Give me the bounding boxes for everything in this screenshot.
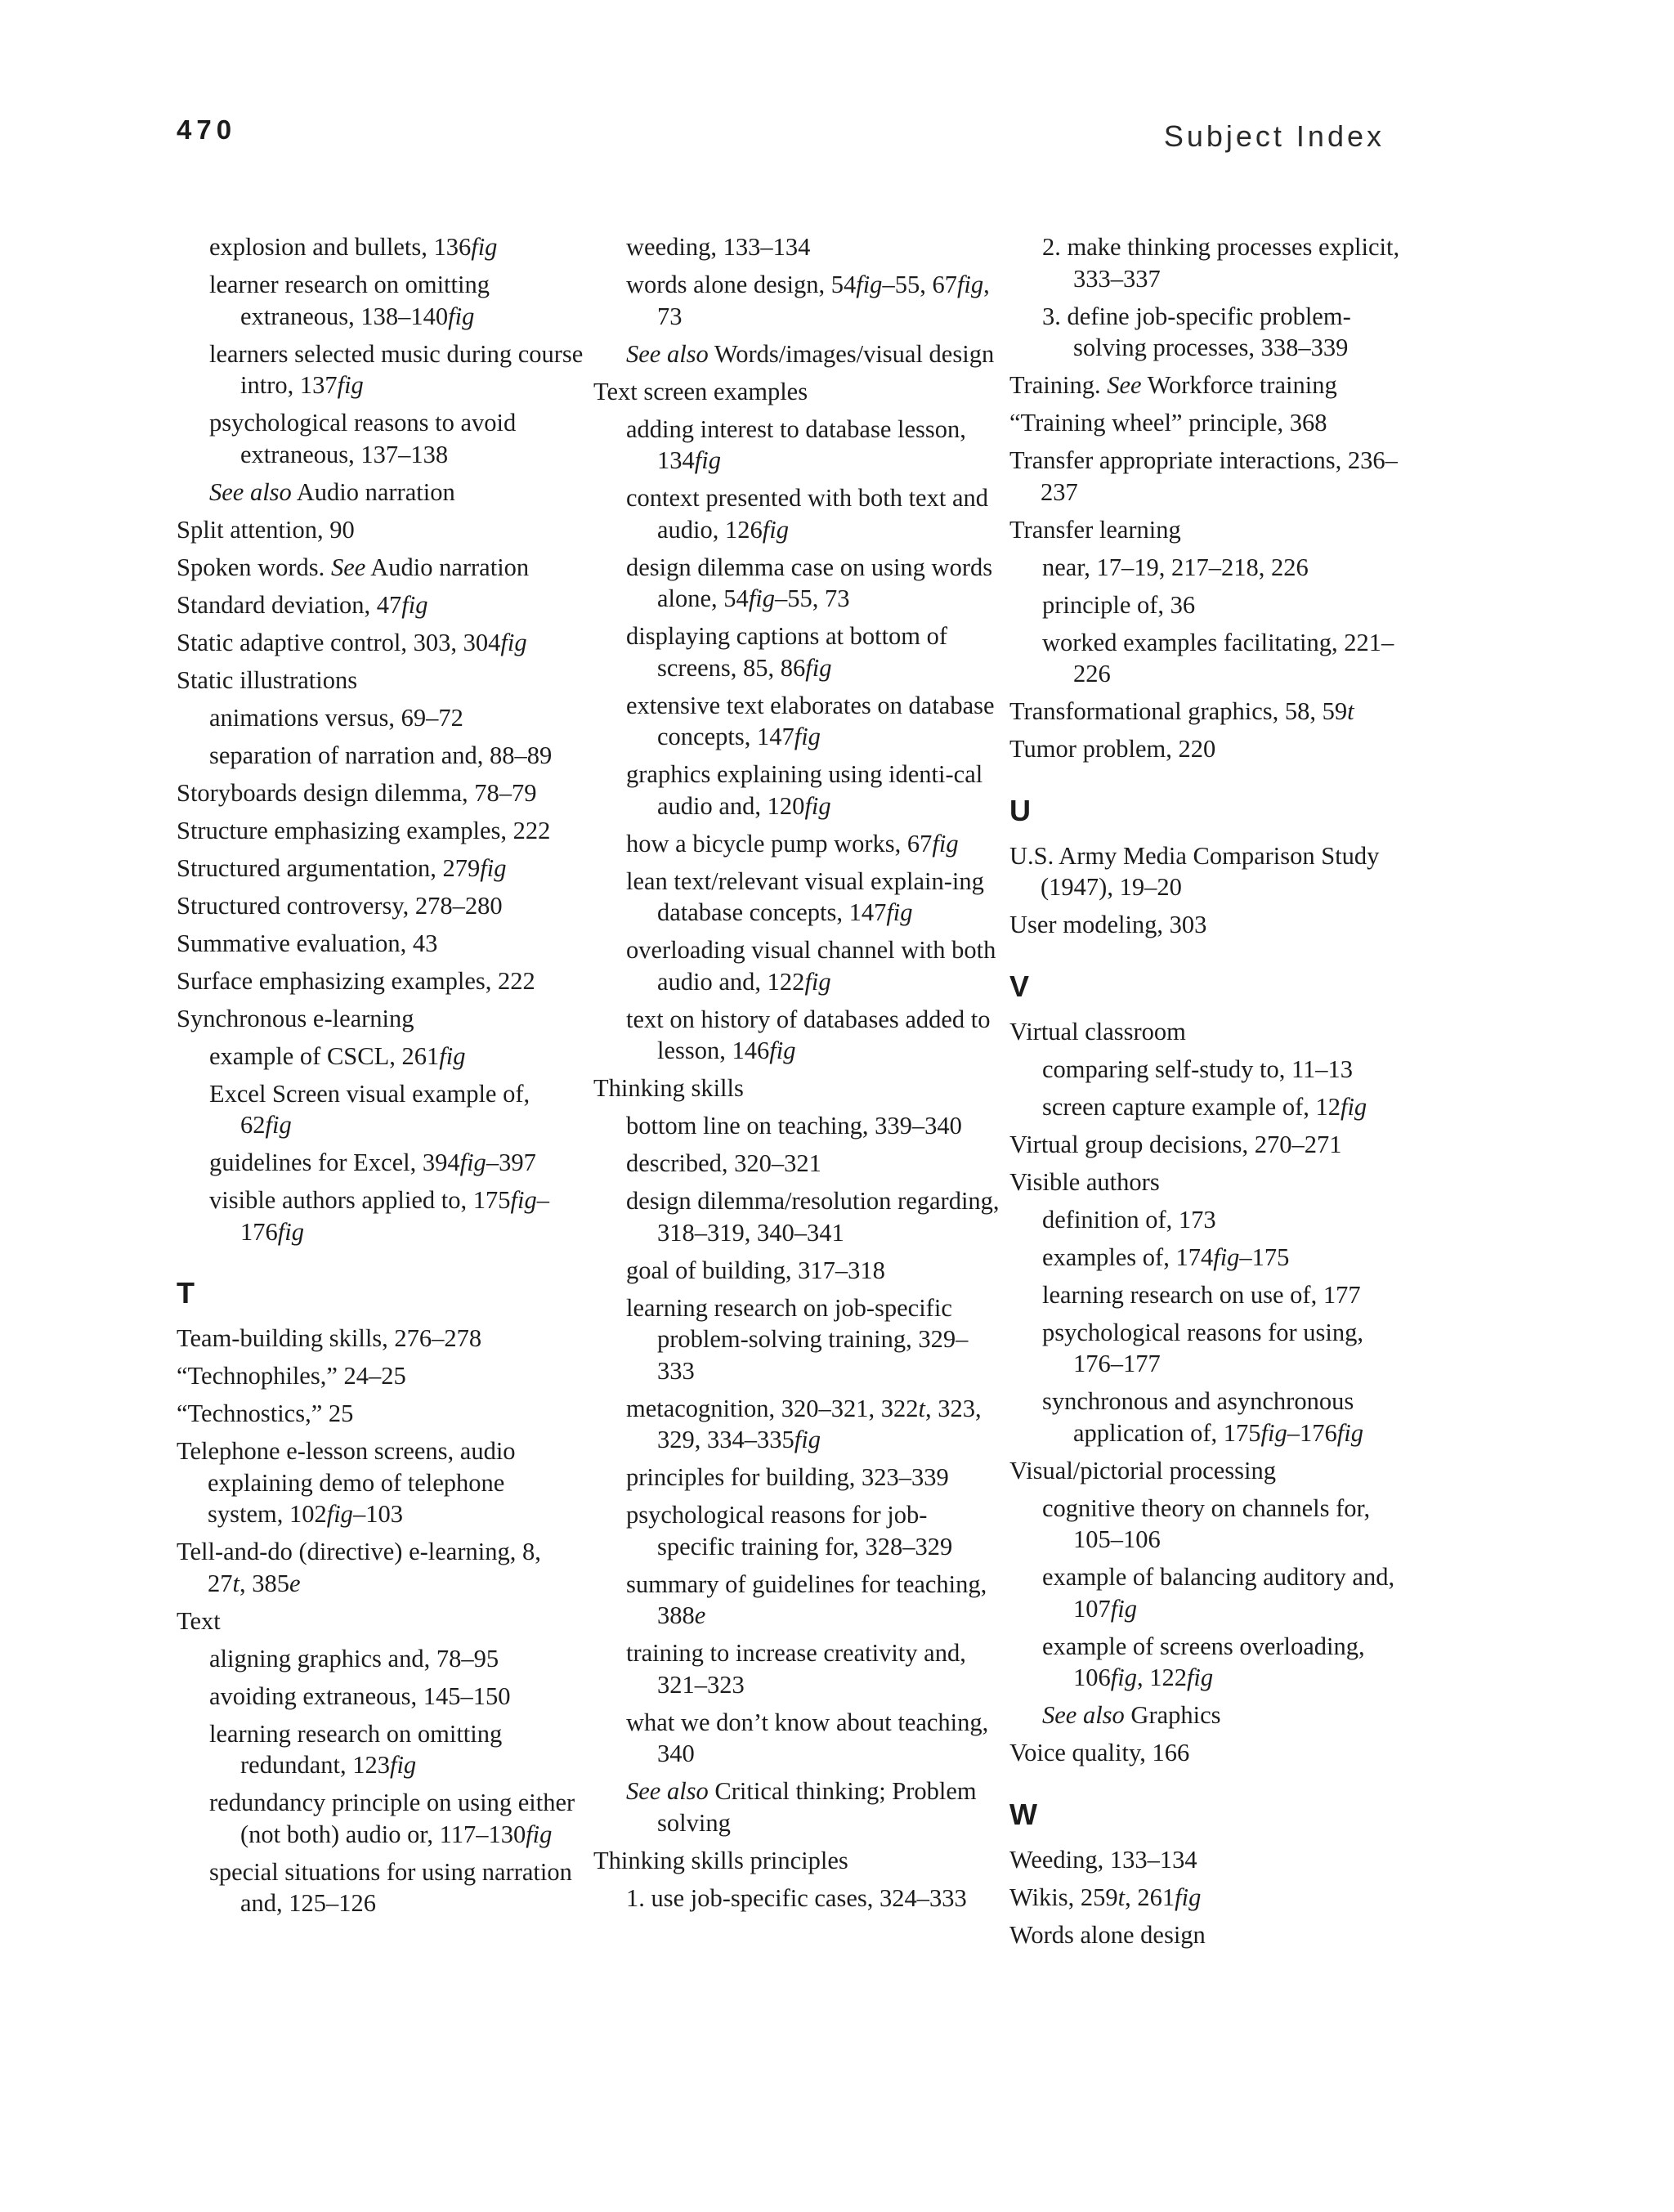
index-subentry <box>1042 1317 1418 1380</box>
index-subentry <box>1042 552 1418 584</box>
entry-text: 1. use job-specific cases, 324–333 <box>626 1883 967 1912</box>
index-subentry <box>209 407 585 470</box>
italic-text: fig <box>459 1149 486 1176</box>
index-subentry <box>626 482 1002 545</box>
index-entry <box>1009 733 1418 765</box>
italic-text: fig <box>932 829 959 857</box>
entry-text: animations versus, 69–72 <box>209 703 463 732</box>
entry-text: extensive text elaborates on database concepts, 147 <box>626 691 995 750</box>
index-subentry <box>626 338 1002 370</box>
entry-text: separation of narration and, 88–89 <box>209 741 553 769</box>
italic-text: fig <box>265 1111 292 1139</box>
entry-text: principles for building, 323–339 <box>626 1463 949 1491</box>
index-column-2 <box>593 231 1002 1920</box>
italic-text: See <box>1107 371 1142 399</box>
entry-text: Telephone e-lesson screens, audio explaining demo of telephone system, 102 <box>177 1437 516 1528</box>
italic-text: fig <box>1336 1418 1363 1447</box>
index-subentry <box>626 1110 1002 1142</box>
italic-text: fig <box>337 371 364 399</box>
index-subentry <box>209 1643 585 1675</box>
entry-text: redundancy principle on using either (not both) audio or, 117–130 <box>209 1789 575 1848</box>
entry-text: special situations for using narration and, 125–126 <box>209 1857 572 1917</box>
index-entry <box>1009 1882 1418 1914</box>
index-subentry <box>1042 1054 1418 1086</box>
entry-text: Static illustrations <box>177 665 358 694</box>
italic-text: fig <box>401 590 428 619</box>
index-entry <box>177 1003 585 1035</box>
index-subentry <box>626 866 1002 929</box>
index-subentry <box>1042 1279 1418 1311</box>
entry-text: Training. <box>1009 371 1108 399</box>
section-letter <box>1009 793 1418 829</box>
section-letter <box>1009 1797 1418 1833</box>
index-subentry <box>209 1787 585 1850</box>
italic-text: t <box>918 1394 925 1422</box>
index-subentry <box>626 828 1002 860</box>
entry-text: Spoken words. <box>177 553 331 581</box>
entry-text: V <box>1009 969 1030 1003</box>
index-entry <box>177 1435 585 1530</box>
entry-text: –176 <box>1287 1418 1337 1447</box>
index-entry <box>177 815 585 847</box>
entry-text: “Technostics,” 25 <box>177 1399 354 1427</box>
italic-text: fig <box>956 271 984 298</box>
index-subentry <box>1042 1242 1418 1274</box>
index-entry <box>177 965 585 997</box>
index-subentry <box>626 269 1002 332</box>
italic-text: See also <box>626 1777 709 1805</box>
entry-text: Transformational graphics, 58, 59 <box>1009 697 1348 725</box>
entry-text: Text screen examples <box>593 377 808 405</box>
index-subentry <box>626 1255 1002 1287</box>
entry-text: design dilemma/resolution regarding, 318–319, 340–341 <box>626 1187 1000 1247</box>
index-entry <box>1009 1737 1418 1769</box>
entry-text: Words alone design <box>1009 1920 1206 1949</box>
entry-text: –397 <box>486 1149 536 1176</box>
index-entry <box>177 1360 585 1392</box>
entry-text: context presented with both text and audio, 126 <box>626 484 988 544</box>
entry-text: , 122 <box>1136 1663 1187 1691</box>
entry-text: , 385 <box>239 1569 289 1597</box>
index-entry <box>1009 514 1418 546</box>
index-entry <box>1009 1016 1418 1048</box>
index-subentry <box>626 1569 1002 1632</box>
entry-text: Synchronous e-learning <box>177 1004 414 1032</box>
index-entry <box>1009 1455 1418 1487</box>
entry-text: Weeding, 133–134 <box>1009 1845 1197 1874</box>
index-subentry <box>626 231 1002 263</box>
entry-text: example of CSCL, 261 <box>209 1041 440 1070</box>
index-subentry <box>626 1637 1002 1700</box>
entry-text: learning research on omitting redundant, 123 <box>209 1719 503 1779</box>
entry-text: Standard deviation, 47 <box>177 590 402 619</box>
italic-text: fig <box>805 653 832 682</box>
entry-text: –103 <box>352 1500 403 1528</box>
index-entry <box>177 853 585 884</box>
entry-text: Critical thinking; Problem solving <box>657 1777 977 1837</box>
italic-text: fig <box>886 898 913 926</box>
entry-text: synchronous and asynchronous application of, 175 <box>1042 1387 1354 1447</box>
italic-text: fig <box>448 302 475 330</box>
entry-text: displaying captions at bottom of screens, 85, 86 <box>626 622 948 682</box>
entry-text: described, 320–321 <box>626 1149 821 1177</box>
index-subentry <box>626 1148 1002 1180</box>
entry-text: 2. make thinking processes explicit, 333–337 <box>1042 233 1400 293</box>
entry-text: Visual/pictorial processing <box>1009 1456 1276 1484</box>
entry-text: U.S. Army Media Comparison Study (1947), 19–20 <box>1009 841 1380 901</box>
italic-text: fig <box>856 271 883 298</box>
index-subentry <box>626 1292 1002 1387</box>
index-subentry <box>1042 1091 1418 1123</box>
entry-text: learner research on omitting extraneous, 138–140 <box>209 271 490 330</box>
index-subentry <box>209 269 585 332</box>
entry-text: learners selected music during course intro, 137 <box>209 339 584 399</box>
italic-text: fig <box>1110 1594 1137 1623</box>
running-head: Subject Index <box>1163 119 1385 153</box>
index-subentry <box>209 1718 585 1781</box>
entry-text: explosion and bullets, 136 <box>209 233 472 261</box>
italic-text: fig <box>694 446 721 474</box>
entry-text: summary of guidelines for teaching, 388 <box>626 1569 987 1629</box>
italic-text: fig <box>526 1820 553 1848</box>
entry-text: psychological reasons for using, 176–177 <box>1042 1318 1364 1377</box>
index-subentry <box>209 1078 585 1141</box>
index-entry <box>1009 369 1418 401</box>
index-entry <box>177 1398 585 1430</box>
index-subentry <box>1042 627 1418 690</box>
entry-text: , 261 <box>1125 1883 1175 1911</box>
entry-text: comparing self-study to, 11–13 <box>1042 1055 1354 1083</box>
italic-text: fig <box>1340 1092 1367 1121</box>
entry-text: Transfer appropriate interactions, 236–237 <box>1009 446 1398 506</box>
entry-text: –55, 73 <box>775 584 850 612</box>
index-subentry <box>209 1184 585 1247</box>
index-entry <box>1009 840 1418 903</box>
index-entry <box>177 1605 585 1637</box>
entry-text: aligning graphics and, 78–95 <box>209 1644 499 1672</box>
entry-text: Visible authors <box>1009 1167 1160 1196</box>
index-subentry <box>626 1462 1002 1493</box>
index-entry <box>177 552 585 584</box>
entry-text: avoiding extraneous, 145–150 <box>209 1681 511 1710</box>
entry-text: screen capture example of, 12 <box>1042 1092 1341 1121</box>
italic-text: See also <box>1042 1701 1125 1729</box>
entry-text: U <box>1009 793 1031 827</box>
entry-text: Tell-and-do (directive) e-learning, 8, 27 <box>177 1538 541 1597</box>
index-subentry <box>209 231 585 263</box>
entry-text: W <box>1009 1797 1037 1831</box>
index-subentry <box>209 1856 585 1919</box>
entry-text: how a bicycle pump works, 67 <box>626 829 933 857</box>
index-subentry <box>626 414 1002 477</box>
entry-text: bottom line on teaching, 339–340 <box>626 1112 962 1140</box>
entry-text: 3. define job-specific problem-solving processes, 338–339 <box>1042 302 1351 361</box>
italic-text: fig <box>794 1426 821 1453</box>
index-entry <box>177 890 585 922</box>
italic-text: fig <box>277 1217 304 1246</box>
index-subentry <box>209 740 585 772</box>
index-entry <box>593 1845 1002 1877</box>
entry-text: near, 17–19, 217–218, 226 <box>1042 553 1309 581</box>
italic-text: fig <box>748 584 776 612</box>
italic-text: e <box>289 1569 301 1597</box>
entry-text: Thinking skills <box>593 1074 744 1102</box>
index-subentry <box>209 338 585 401</box>
index-entry <box>177 1323 585 1355</box>
italic-text: fig <box>804 791 831 820</box>
index-column-1 <box>177 231 585 1925</box>
entry-text: Excel Screen visual example of, 62 <box>209 1079 530 1139</box>
entry-text: adding interest to database lesson, 134 <box>626 414 966 474</box>
entry-text: example of balancing auditory and, 107 <box>1042 1563 1395 1623</box>
italic-text: t <box>232 1569 239 1597</box>
index-entry <box>177 589 585 621</box>
index-entry <box>1009 909 1418 941</box>
index-entry <box>177 627 585 659</box>
index-subentry <box>626 1775 1002 1838</box>
entry-text: Thinking skills principles <box>593 1846 848 1874</box>
index-subentry <box>626 1707 1002 1770</box>
italic-text: t <box>1117 1883 1126 1911</box>
index-subentry <box>1042 1386 1418 1449</box>
italic-text: fig <box>762 515 789 544</box>
italic-text: fig <box>439 1041 466 1070</box>
entry-text: Structure emphasizing examples, 222 <box>177 816 551 844</box>
index-subentry <box>626 1004 1002 1067</box>
entry-text: Static adaptive control, 303, 304 <box>177 628 501 656</box>
index-entry <box>1009 1166 1418 1198</box>
index-subentry <box>1042 589 1418 621</box>
italic-text: e <box>694 1601 706 1629</box>
italic-text: fig <box>389 1751 417 1779</box>
entry-text: principle of, 36 <box>1042 590 1196 619</box>
index-subentry <box>1042 231 1418 294</box>
entry-text: training to increase creativity and, 321–323 <box>626 1639 966 1699</box>
index-entry <box>1009 407 1418 439</box>
entry-text: Structured controversy, 278–280 <box>177 891 503 920</box>
entry-text: design dilemma case on using words alone, 54 <box>626 553 993 612</box>
index-subentry <box>626 1185 1002 1248</box>
italic-text: fig <box>804 967 831 996</box>
entry-text: Workforce training <box>1141 371 1337 399</box>
italic-text: fig <box>769 1037 796 1064</box>
index-subentry <box>1042 1631 1418 1694</box>
index-entry <box>177 777 585 809</box>
entry-text: , 73 <box>657 271 990 330</box>
entry-text: overloading visual channel with both audio and, 122 <box>626 936 996 996</box>
entry-text: T <box>177 1276 195 1310</box>
index-entry <box>177 514 585 546</box>
index-entry <box>1009 1129 1418 1161</box>
italic-text: fig <box>1110 1663 1137 1691</box>
entry-text: guidelines for Excel, 394 <box>209 1149 460 1176</box>
italic-text: fig <box>1186 1663 1214 1691</box>
entry-text: “Training wheel” principle, 368 <box>1009 409 1327 437</box>
index-subentry <box>1042 301 1418 364</box>
index-subentry <box>1042 1493 1418 1556</box>
index-entry <box>177 1536 585 1599</box>
italic-text: See also <box>209 477 292 506</box>
page-number: 470 <box>177 114 237 145</box>
italic-text: fig <box>500 628 527 656</box>
entry-text: –55, 67 <box>882 271 957 298</box>
index-subentry <box>626 1499 1002 1562</box>
index-entry <box>1009 445 1418 508</box>
index-subentry <box>1042 1699 1418 1731</box>
index-column-3 <box>1009 231 1418 1957</box>
index-subentry <box>626 759 1002 822</box>
entry-text: “Technophiles,” 24–25 <box>177 1362 406 1390</box>
italic-text: fig <box>794 723 821 750</box>
entry-text: metacognition, 320–321, 322 <box>626 1394 919 1422</box>
index-entry <box>593 376 1002 408</box>
entry-text: definition of, 173 <box>1042 1205 1216 1234</box>
entry-text: Virtual classroom <box>1009 1017 1186 1046</box>
italic-text: See <box>330 553 366 581</box>
index-subentry <box>626 690 1002 753</box>
index-subentry <box>209 702 585 734</box>
entry-text: visible authors applied to, 175 <box>209 1186 511 1214</box>
index-subentry <box>209 1147 585 1179</box>
index-subentry <box>1042 1204 1418 1236</box>
entry-text: worked examples facilitating, 221–226 <box>1042 628 1394 687</box>
entry-text: User modeling, 303 <box>1009 911 1207 938</box>
entry-text: Graphics <box>1124 1701 1221 1729</box>
entry-text: , 323, 329, 334–335 <box>657 1394 982 1453</box>
entry-text: Voice quality, 166 <box>1009 1739 1190 1766</box>
section-letter <box>1009 969 1418 1005</box>
entry-text: text on history of databases added to lesson, 146 <box>626 1005 991 1064</box>
entry-text: psychological reasons to avoid extraneous, 137–138 <box>209 409 517 468</box>
entry-text: Surface emphasizing examples, 222 <box>177 966 535 995</box>
entry-text: lean text/relevant visual explain-ing database concepts, 147 <box>626 866 984 926</box>
entry-text: Summative evaluation, 43 <box>177 929 438 957</box>
index-subentry <box>626 1393 1002 1456</box>
italic-text: fig <box>471 233 498 261</box>
entry-text: example of screens overloading, 106 <box>1042 1632 1365 1691</box>
index-subentry <box>626 934 1002 997</box>
section-letter <box>177 1275 585 1311</box>
index-subentry <box>626 1883 1002 1914</box>
entry-text: cognitive theory on channels for, 105–106 <box>1042 1493 1371 1553</box>
index-subentry <box>209 1041 585 1072</box>
entry-text: Split attention, 90 <box>177 515 355 544</box>
index-subentry <box>626 620 1002 683</box>
index-entry <box>1009 1844 1418 1876</box>
entry-text: –176 <box>240 1186 549 1246</box>
entry-text: Tumor problem, 220 <box>1009 735 1216 763</box>
index-subentry <box>209 477 585 508</box>
italic-text: fig <box>1175 1883 1202 1911</box>
entry-text: Audio narration <box>291 477 455 506</box>
italic-text: fig <box>326 1500 353 1528</box>
entry-text: what we don’t know about teaching, 340 <box>626 1708 989 1767</box>
entry-text: Wikis, 259 <box>1009 1883 1118 1911</box>
entry-text: Text <box>177 1606 221 1635</box>
entry-text: goal of building, 317–318 <box>626 1256 885 1284</box>
entry-text: psychological reasons for job-specific training for, 328–329 <box>626 1501 953 1560</box>
index-entry <box>177 665 585 696</box>
entry-text: Structured argumentation, 279 <box>177 853 481 882</box>
entry-text: learning research on job-specific problem-solving training, 329–333 <box>626 1293 969 1385</box>
italic-text: fig <box>510 1186 537 1214</box>
entry-text: Audio narration <box>365 553 530 581</box>
entry-text: –175 <box>1239 1243 1290 1271</box>
entry-text: weeding, 133–134 <box>626 233 811 261</box>
italic-text: fig <box>1260 1418 1287 1447</box>
index-entry <box>1009 1919 1418 1951</box>
italic-text: fig <box>480 853 507 882</box>
index-subentry <box>1042 1561 1418 1624</box>
entry-text: Transfer learning <box>1009 515 1181 544</box>
index-subentry <box>209 1681 585 1713</box>
entry-text: words alone design, 54 <box>626 271 857 298</box>
italic-text: t <box>1347 697 1354 725</box>
entry-text: learning research on use of, 177 <box>1042 1280 1361 1309</box>
entry-text: Team-building skills, 276–278 <box>177 1324 482 1352</box>
italic-text: See also <box>626 339 709 368</box>
italic-text: fig <box>1213 1243 1240 1271</box>
index-entry <box>1009 696 1418 728</box>
entry-text: graphics explaining using identi-cal audio and, 120 <box>626 760 983 820</box>
entry-text: Virtual group decisions, 270–271 <box>1009 1130 1342 1158</box>
entry-text: Storyboards design dilemma, 78–79 <box>177 778 537 807</box>
index-subentry <box>626 552 1002 615</box>
entry-text: examples of, 174 <box>1042 1243 1214 1271</box>
index-entry <box>593 1072 1002 1104</box>
entry-text: Words/images/visual design <box>708 339 995 368</box>
index-entry <box>177 928 585 960</box>
